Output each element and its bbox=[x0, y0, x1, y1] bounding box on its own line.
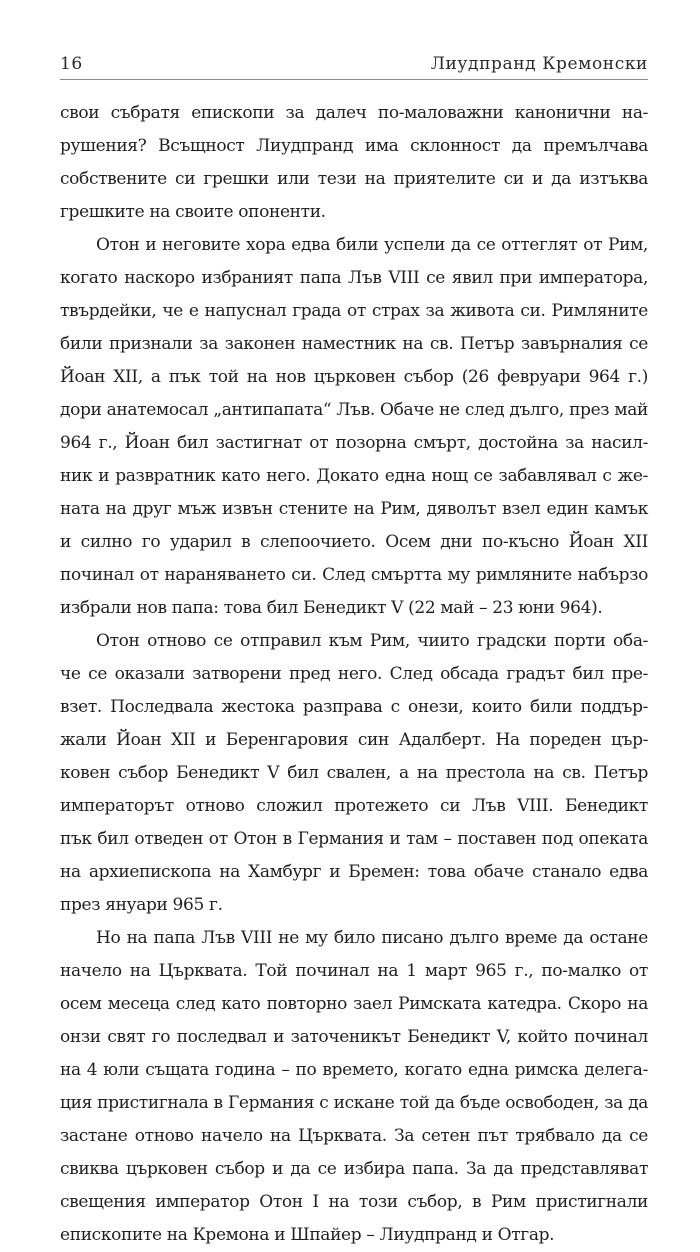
text-line: и силно го ударил в слепоочието. Осем дни по-късно Йоан XII bbox=[60, 532, 648, 552]
paragraph bbox=[60, 922, 648, 1252]
text-line: Отон отново се отправил към Рим, чиито градски порти оба- bbox=[96, 631, 648, 651]
text-line: Отон и неговите хора едва били успели да се оттеглят от Рим, bbox=[96, 235, 648, 255]
text-line: жали Йоан XII и Беренгаровия син Адалберт. На пореден цър- bbox=[60, 730, 648, 750]
text-line: пък бил отведен от Отон в Германия и там – поставен под опеката bbox=[60, 829, 648, 849]
text-line: починал от нараняването си. След смъртта му римляните набързо bbox=[60, 565, 648, 585]
text-line: ната на друг мъж извън стените на Рим, дяволът взел един камък bbox=[60, 499, 648, 519]
body-text bbox=[60, 97, 648, 1252]
text-line: начело на Църквата. Той починал на 1 март 965 г., по-малко от bbox=[60, 961, 648, 981]
paragraph bbox=[60, 97, 648, 229]
text-line: били признали за законен наместник на св. Петър завърналия се bbox=[60, 334, 648, 354]
text-line: ция пристигнала в Германия с искане той да бъде освободен, за да bbox=[60, 1093, 648, 1113]
text-line: че се оказали затворени пред него. След обсада градът бил пре- bbox=[60, 664, 648, 684]
text-line: дори анатемосал „антипапата“ Лъв. Обаче не след дълго, през май bbox=[60, 400, 648, 420]
text-line: на 4 юли същата година – по времето, когато една римска делега- bbox=[60, 1060, 648, 1080]
text-line: взет. Последвала жестока разправа с онези, които били поддър- bbox=[60, 697, 648, 717]
text-line: епископите на Кремона и Шпайер – Лиудпранд и Отгар. bbox=[60, 1225, 555, 1245]
text-line: застане отново начело на Църквата. За сетен път трябвало да се bbox=[60, 1126, 648, 1146]
text-line: когато наскоро избраният папа Лъв VIII се явил при императора, bbox=[60, 268, 648, 288]
page-number: 16 bbox=[60, 54, 83, 74]
text-line: свещения император Отон I на този събор, в Рим пристигнали bbox=[60, 1192, 648, 1212]
text-line: 964 г., Йоан бил застигнат от позорна смърт, достойна за насил- bbox=[60, 433, 648, 453]
text-line: ковен събор Бенедикт V бил свален, а на престола на св. Петър bbox=[60, 763, 648, 783]
text-line: собствените си грешки или тези на приятелите си и да изтъква bbox=[60, 169, 648, 189]
text-line: осем месеца след като повторно заел Римската катедра. Скоро на bbox=[60, 994, 648, 1014]
text-line: рушения? Всъщност Лиудпранд има склонност да премълчава bbox=[60, 136, 648, 156]
text-line: Йоан XII, а пък той на нов църковен събор (26 февруари 964 г.) bbox=[60, 367, 648, 387]
book-title: Лиудпранд Кремонски bbox=[430, 54, 648, 74]
text-line: онзи свят го последвал и заточеникът Бенедикт V, който починал bbox=[60, 1027, 648, 1047]
text-line: Но на папа Лъв VIII не му било писано дълго време да остане bbox=[96, 928, 648, 948]
text-line: избрали нов папа: това бил Бенедикт V (22 май – 23 юни 964). bbox=[60, 598, 603, 618]
text-line: императорът отново сложил протежето си Лъв VIII. Бенедикт bbox=[60, 796, 648, 816]
text-line: свиква църковен събор и да се избира папа. За да представляват bbox=[60, 1159, 648, 1179]
text-line: през януари 965 г. bbox=[60, 895, 223, 915]
text-line: свои събратя епископи за далеч по-маловажни канонични на- bbox=[60, 103, 648, 123]
paragraph bbox=[60, 625, 648, 922]
header-rule bbox=[60, 79, 648, 80]
running-head bbox=[60, 50, 648, 78]
text-line: ник и развратник като него. Докато една нощ се забавлявал с же- bbox=[60, 466, 648, 486]
text-line: грешките на своите опоненти. bbox=[60, 202, 326, 222]
text-line: на архиепископа на Хамбург и Бремен: това обаче станало едва bbox=[60, 862, 648, 882]
paragraph bbox=[60, 229, 648, 625]
text-line: твърдейки, че е напуснал града от страх за живота си. Римляните bbox=[60, 301, 648, 321]
